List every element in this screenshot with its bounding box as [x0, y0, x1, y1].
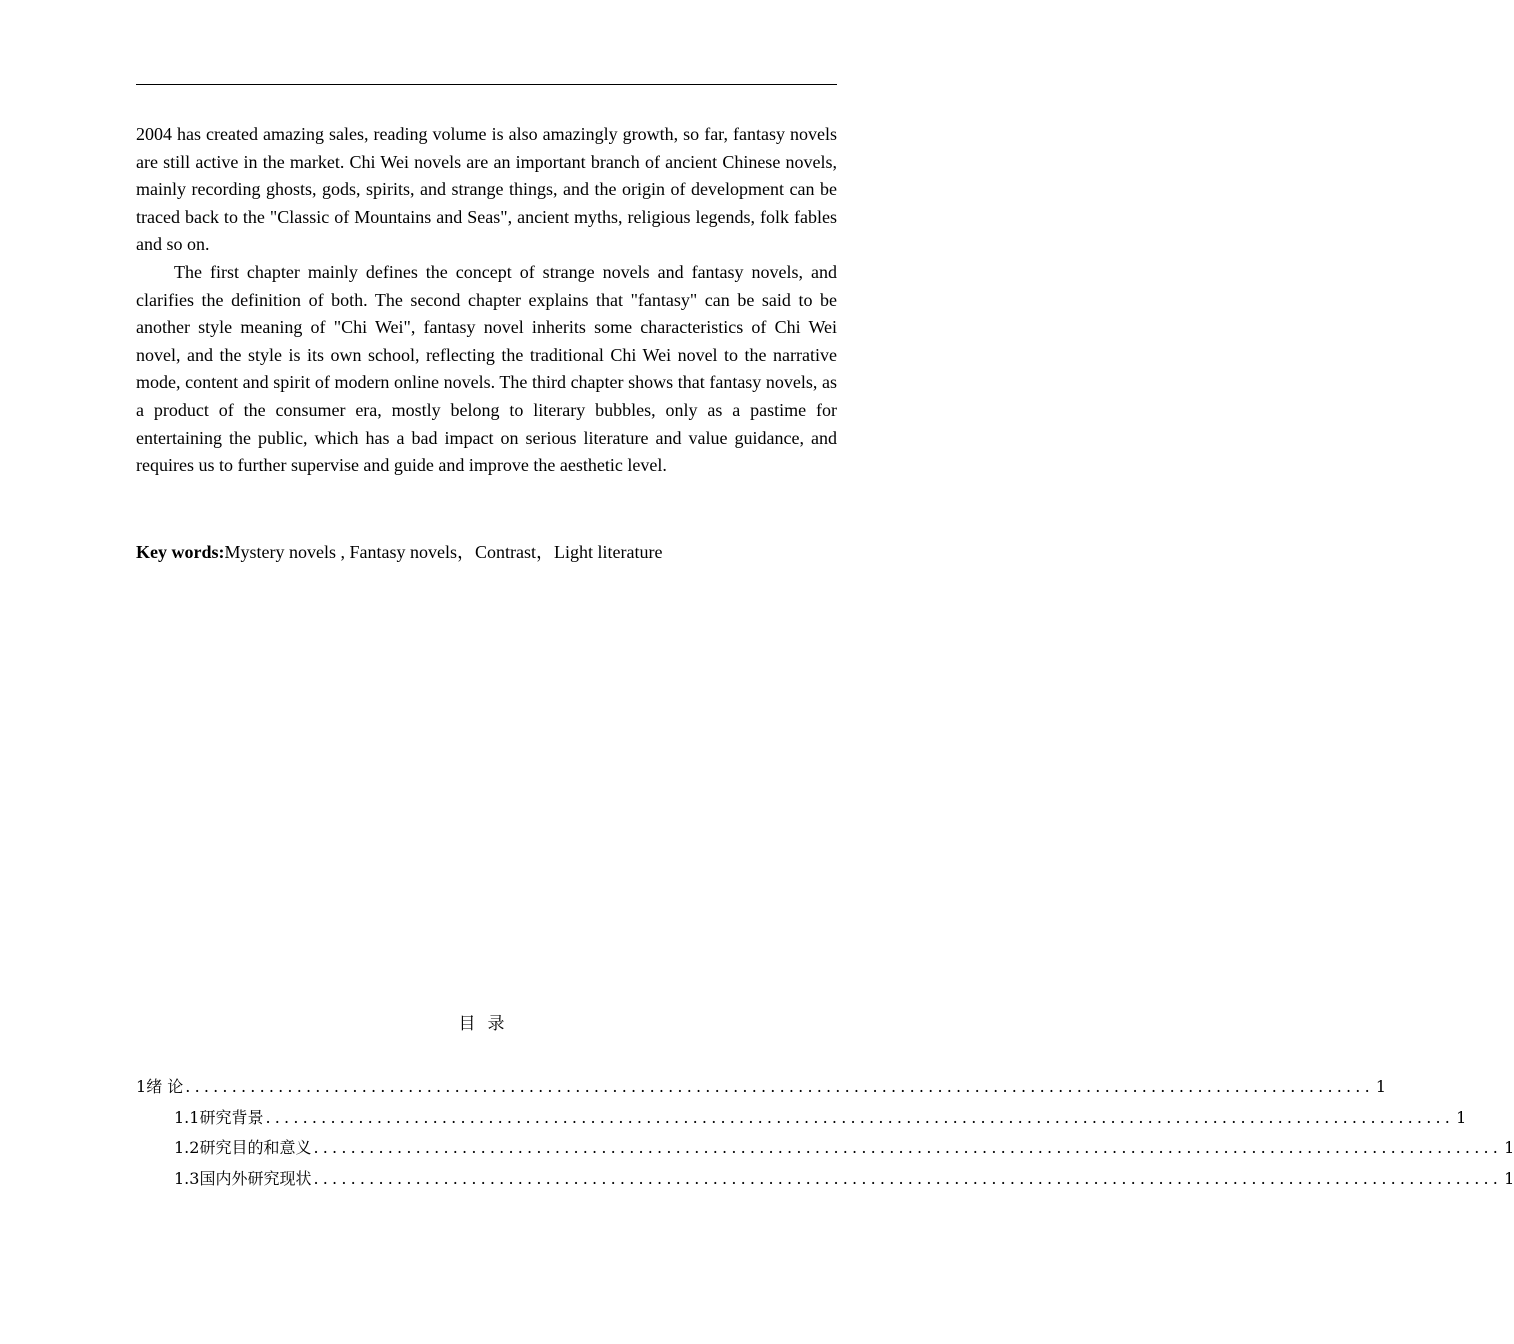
- toc-entry[interactable]: [136, 1166, 1514, 1197]
- toc-entry-page: 1: [1375, 1077, 1387, 1096]
- toc-entry[interactable]: [136, 1074, 1387, 1105]
- toc-entry-page: 1: [1456, 1107, 1467, 1127]
- abstract-paragraph-2: The first chapter mainly defines the concept of strange novels and fantasy novels, and clarifies the definition of both. The second chapter explains that "fantasy" can be said to be another style meaning of "Chi Wei", fantasy novel inherits some characteristics of Chi Wei novel, and the style is its own school, reflecting the traditional Chi Wei novel to the narrative mode, content and spirit of modern online novels. The third chapter shows that fantasy novels, as a product of the consumer era, mostly belong to literary bubbles, only as a pastime for entertaining the public, which has a bad impact on serious literature and value guidance, and requires us to further supervise and guide and improve the aesthetic level.: [136, 261, 837, 476]
- toc-entry-title: 研究背景: [199, 1107, 264, 1127]
- toc-entry-label: [174, 1166, 311, 1189]
- keywords-value: Mystery novels , Fantasy novels，Contrast，Light literature: [224, 542, 663, 562]
- toc-entry-title: 研究目的和意义: [199, 1138, 312, 1157]
- keywords-label: Key words:: [136, 542, 225, 562]
- toc-entry-label: [174, 1105, 263, 1128]
- toc-entry[interactable]: [136, 1105, 1467, 1136]
- toc-leader-dots: ................................................................................................................................: [313, 1168, 1503, 1188]
- abstract-paragraph-1: 2004 has created amazing sales, reading volume is also amazingly growth, so far, fantasy novels are still active in the market. Chi Wei novels are an important branch of ancient Chinese novels, mainly recording ghosts, gods, spirits, and strange things, and the origin of development can be traced back to the "Classic of Mountains and Seas", ancient myths, religious legends, folk fables and so on.: [136, 124, 837, 255]
- toc-entry-title: 国内外研究现状: [199, 1168, 312, 1188]
- english-abstract: [136, 121, 837, 480]
- toc-entry-number: 1.2: [174, 1138, 200, 1157]
- toc-leader-dots: ................................................................................................................................: [265, 1107, 1455, 1127]
- toc-entry-number: 1.1: [174, 1107, 200, 1127]
- toc-entry-number: 1: [136, 1077, 147, 1096]
- toc-entry-label: [174, 1135, 311, 1158]
- toc-leader-dots: ................................................................................................................................: [313, 1138, 1503, 1157]
- toc-title: 目录: [458, 1014, 517, 1034]
- toc-entry-label: [136, 1074, 183, 1097]
- toc-entry-page: 1: [1504, 1138, 1514, 1157]
- header-rule: [136, 84, 837, 85]
- toc-entry-page: 1: [1504, 1168, 1514, 1188]
- toc-entry-title: 绪 论: [146, 1077, 184, 1096]
- table-of-contents: [136, 1074, 1514, 1196]
- keywords-line: [136, 539, 837, 566]
- toc-leader-dots: ................................................................................................................................: [185, 1077, 1374, 1096]
- toc-entry[interactable]: [136, 1135, 1514, 1166]
- toc-entry-number: 1.3: [174, 1168, 200, 1188]
